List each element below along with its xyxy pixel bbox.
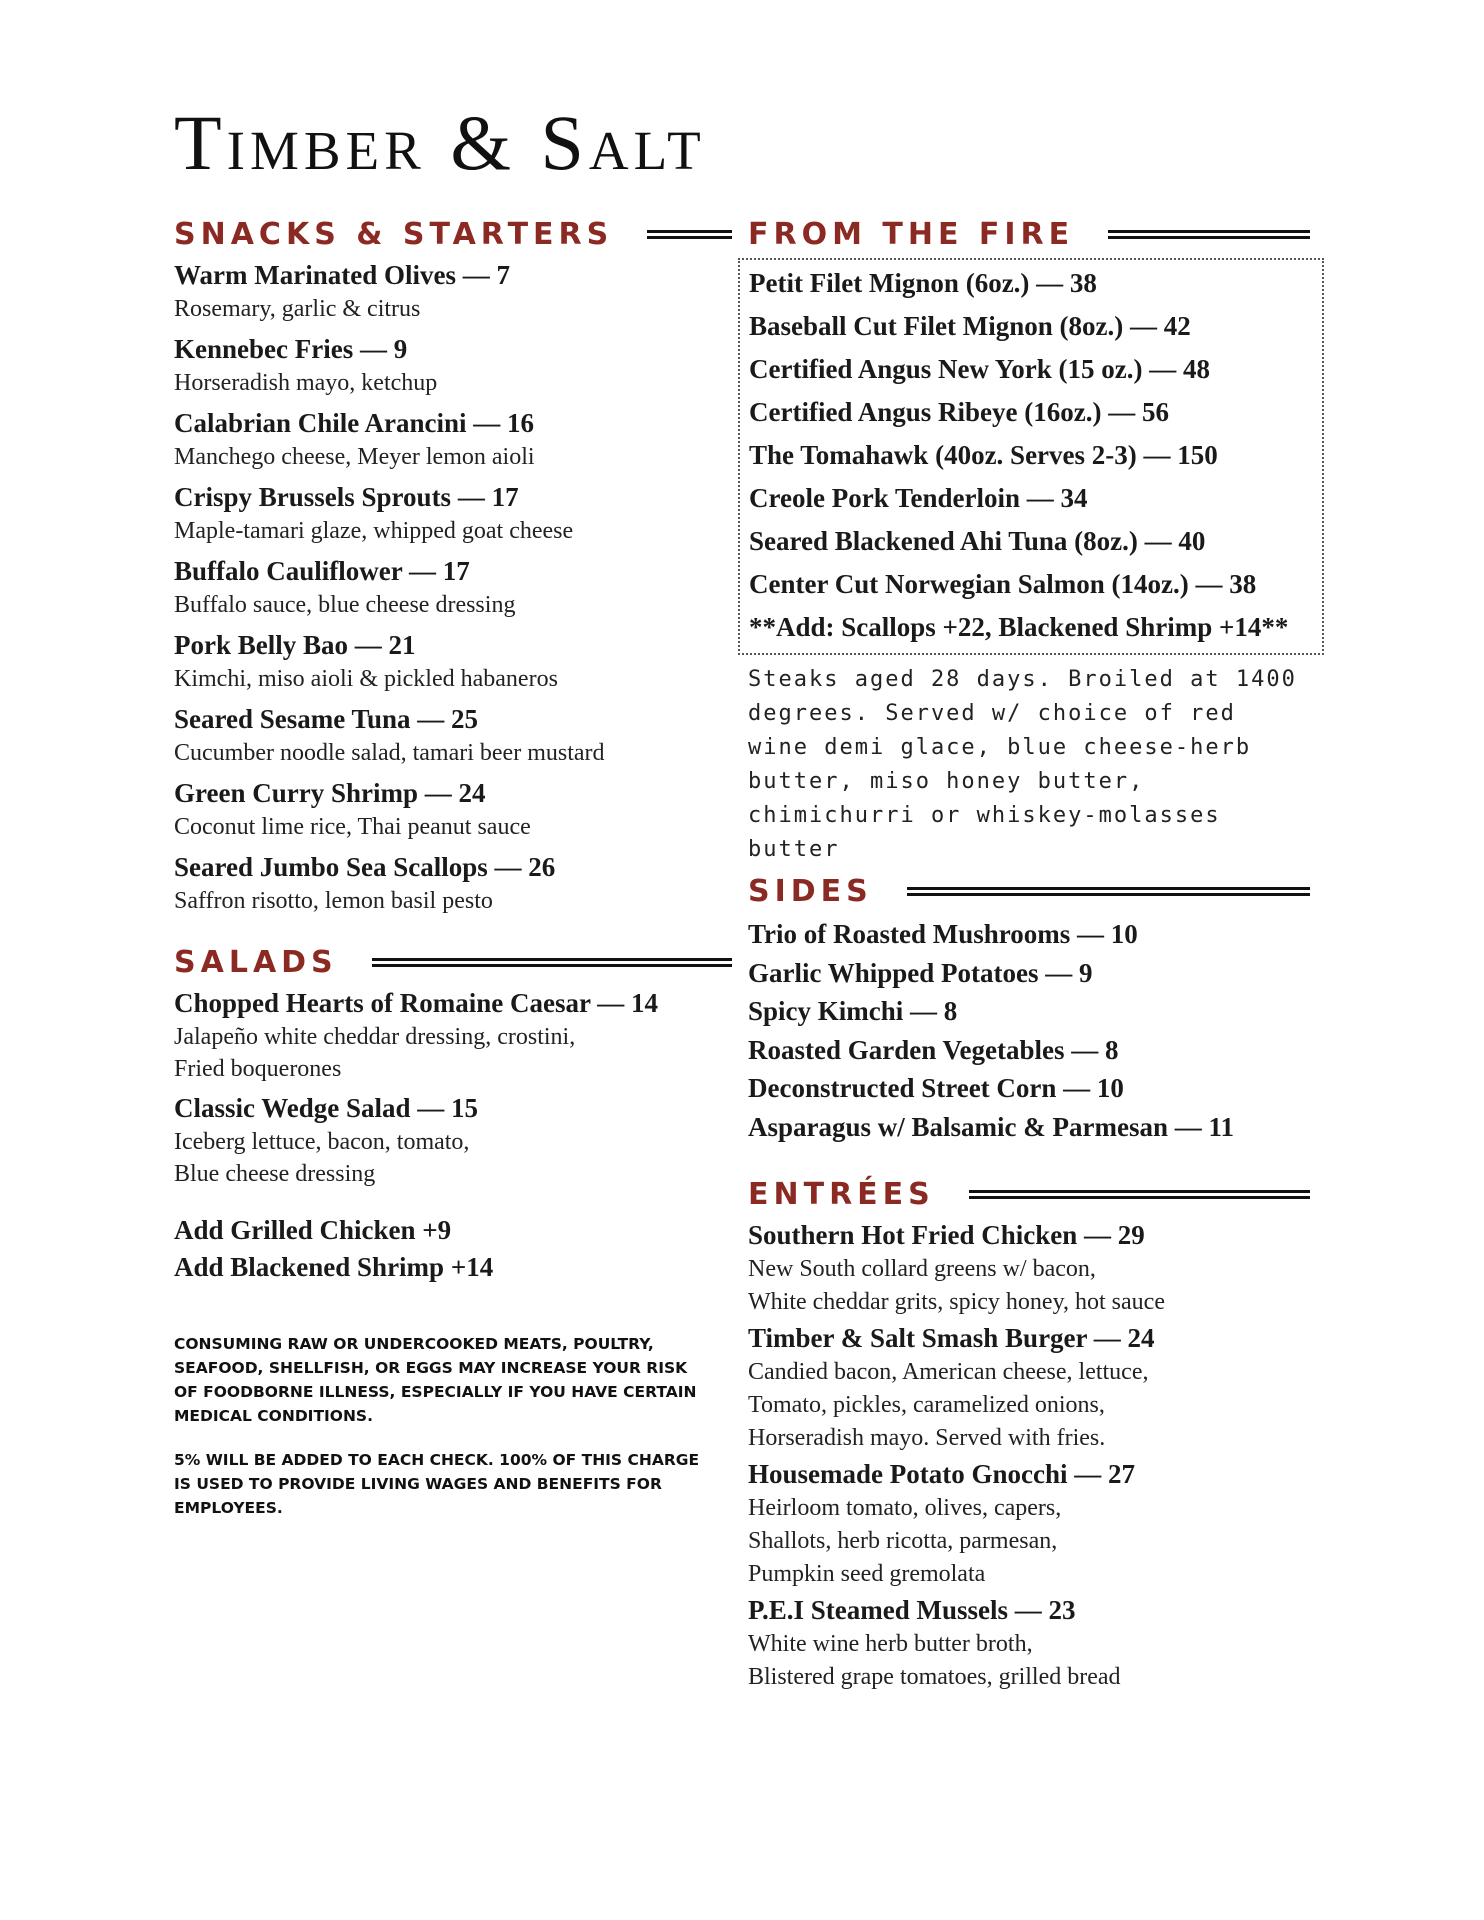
- menu-item: Seared Blackened Ahi Tuna (8oz.) — 40: [749, 526, 1206, 556]
- menu-item: Center Cut Norwegian Salmon (14oz.) — 38: [749, 569, 1257, 599]
- menu-item: Baseball Cut Filet Mignon (8oz.) — 42: [749, 311, 1191, 341]
- entrees-header: [748, 1170, 1310, 1218]
- snacks-list: [174, 258, 732, 924]
- item-name: Seared Sesame Tuna — 25: [174, 704, 479, 734]
- item-description: Blistered grape tomatoes, grilled bread: [748, 1664, 1121, 1690]
- menu-item: [748, 1321, 1310, 1455]
- item-description: Horseradish mayo. Served with fries.: [748, 1425, 1106, 1451]
- menu-item: [174, 628, 732, 702]
- sides-list: [748, 915, 1310, 1146]
- item-description: Tomato, pickles, caramelized onions,: [748, 1392, 1105, 1418]
- menu-item: Asparagus w/ Balsamic & Parmesan — 11: [748, 1111, 1234, 1142]
- menu-item: [174, 986, 732, 1085]
- menu-item: [748, 1593, 1310, 1694]
- item-description: Jalapeño white cheddar dressing, crostini,: [174, 1024, 576, 1050]
- surcharge-notice: 5% WILL BE ADDED TO EACH CHECK. 100% OF THIS CHARGE IS USED TO PROVIDE LIVING WAGES AND BENEFITS FOR EMPLOYEES.: [174, 1451, 700, 1517]
- menu-item: Trio of Roasted Mushrooms — 10: [748, 919, 1138, 949]
- fire-heading: FROM THE FIRE: [748, 216, 1075, 252]
- item-description: Saffron risotto, lemon basil pesto: [174, 888, 493, 914]
- item-description: Manchego cheese, Meyer lemon aioli: [174, 444, 535, 470]
- item-description: Fried boquerones: [174, 1056, 342, 1082]
- menu-item: [174, 258, 732, 332]
- menu-item: [174, 554, 732, 628]
- item-name: Classic Wedge Salad — 15: [174, 1093, 479, 1123]
- item-description: Iceberg lettuce, bacon, tomato,: [174, 1129, 470, 1155]
- section-rule: [907, 887, 1310, 896]
- fire-items-box: [738, 258, 1324, 655]
- item-name: Calabrian Chile Arancini — 16: [174, 408, 535, 438]
- item-name: Pork Belly Bao — 21: [174, 630, 416, 660]
- item-description: Heirloom tomato, olives, capers,: [748, 1495, 1062, 1521]
- food-safety-notice: CONSUMING RAW OR UNDERCOOKED MEATS, POULTRY, SEAFOOD, SHELLFISH, OR EGGS MAY INCREASE YOUR RISK OF FOODBORNE ILLNESS, ESPECIALLY IF YOU HAVE CERTAIN MEDICAL CONDITIONS.: [174, 1335, 697, 1425]
- right-column: [748, 210, 1310, 1696]
- menu-item: [174, 1091, 732, 1190]
- item-name: Timber & Salt Smash Burger — 24: [748, 1323, 1155, 1353]
- item-description: Buffalo sauce, blue cheese dressing: [174, 592, 516, 618]
- item-description: Maple-tamari glaze, whipped goat cheese: [174, 518, 574, 544]
- menu-item: Deconstructed Street Corn — 10: [748, 1073, 1124, 1103]
- item-name: Housemade Potato Gnocchi — 27: [748, 1459, 1135, 1489]
- menu-item: [174, 332, 732, 406]
- snacks-header: [174, 210, 732, 258]
- menu-item: [174, 406, 732, 480]
- item-name: Warm Marinated Olives — 7: [174, 260, 510, 290]
- salad-addons: [174, 1212, 732, 1286]
- menu-item: [748, 1457, 1310, 1591]
- menu-item: [174, 480, 732, 554]
- menu-item: [174, 776, 732, 850]
- salads-list: [174, 986, 732, 1190]
- menu-item: Petit Filet Mignon (6oz.) — 38: [749, 268, 1097, 298]
- item-description: Rosemary, garlic & citrus: [174, 296, 421, 322]
- salads-heading: SALADS: [174, 944, 338, 980]
- menu-item: Garlic Whipped Potatoes — 9: [748, 957, 1093, 988]
- item-description: New South collard greens w/ bacon,: [748, 1256, 1096, 1282]
- item-name: Seared Jumbo Sea Scallops — 26: [174, 852, 556, 882]
- fire-addons: **Add: Scallops +22, Blackened Shrimp +14**: [749, 612, 1289, 642]
- item-description: Kimchi, miso aioli & pickled habaneros: [174, 666, 558, 692]
- sides-heading: SIDES: [748, 873, 873, 909]
- item-description: Shallots, herb ricotta, parmesan,: [748, 1528, 1058, 1554]
- sides-header: [748, 867, 1310, 915]
- snacks-heading: SNACKS & STARTERS: [174, 216, 614, 252]
- item-name: Chopped Hearts of Romaine Caesar — 14: [174, 988, 658, 1018]
- menu-item: Certified Angus New York (15 oz.) — 48: [749, 354, 1210, 384]
- menu-item: [174, 702, 732, 776]
- item-name: Southern Hot Fried Chicken — 29: [748, 1220, 1145, 1250]
- menu-item: [748, 1218, 1310, 1319]
- menu-item: Spicy Kimchi — 8: [748, 996, 958, 1026]
- item-description: Horseradish mayo, ketchup: [174, 370, 438, 396]
- addon-item: Add Blackened Shrimp +14: [174, 1252, 494, 1282]
- item-name: Kennebec Fries — 9: [174, 334, 408, 364]
- menu-item: Roasted Garden Vegetables — 8: [748, 1034, 1119, 1065]
- menu-item: [174, 850, 732, 924]
- item-description: Candied bacon, American cheese, lettuce,: [748, 1359, 1149, 1385]
- left-column: [174, 210, 732, 1520]
- steak-note: Steaks aged 28 days. Broiled at 1400 degrees. Served w/ choice of red wine demi glace, blue cheese-herb butter, miso honey butter, chimichurri or whiskey-molasses butter: [748, 667, 1297, 862]
- item-name: Buffalo Cauliflower — 17: [174, 556, 470, 586]
- salads-header: [174, 938, 732, 986]
- fire-header: [748, 210, 1310, 258]
- restaurant-title: Timber & Salt: [174, 99, 706, 186]
- item-description: Blue cheese dressing: [174, 1161, 376, 1187]
- section-rule: [969, 1190, 1310, 1199]
- item-name: P.E.I Steamed Mussels — 23: [748, 1595, 1076, 1625]
- item-description: Coconut lime rice, Thai peanut sauce: [174, 814, 531, 840]
- menu-item: Creole Pork Tenderloin — 34: [749, 483, 1088, 513]
- entrees-list: [748, 1218, 1310, 1694]
- section-rule: [647, 230, 732, 239]
- entrees-heading: ENTRÉES: [748, 1176, 935, 1212]
- item-name: Green Curry Shrimp — 24: [174, 778, 486, 808]
- item-description: Pumpkin seed gremolata: [748, 1561, 986, 1587]
- section-rule: [372, 958, 732, 967]
- menu-item: Certified Angus Ribeye (16oz.) — 56: [749, 397, 1169, 427]
- item-description: Cucumber noodle salad, tamari beer mustard: [174, 740, 605, 766]
- addon-item: Add Grilled Chicken +9: [174, 1215, 452, 1245]
- item-description: White cheddar grits, spicy honey, hot sauce: [748, 1289, 1165, 1315]
- item-description: White wine herb butter broth,: [748, 1631, 1033, 1657]
- section-rule: [1108, 230, 1310, 239]
- menu-item: The Tomahawk (40oz. Serves 2-3) — 150: [749, 440, 1218, 470]
- item-name: Crispy Brussels Sprouts — 17: [174, 482, 519, 512]
